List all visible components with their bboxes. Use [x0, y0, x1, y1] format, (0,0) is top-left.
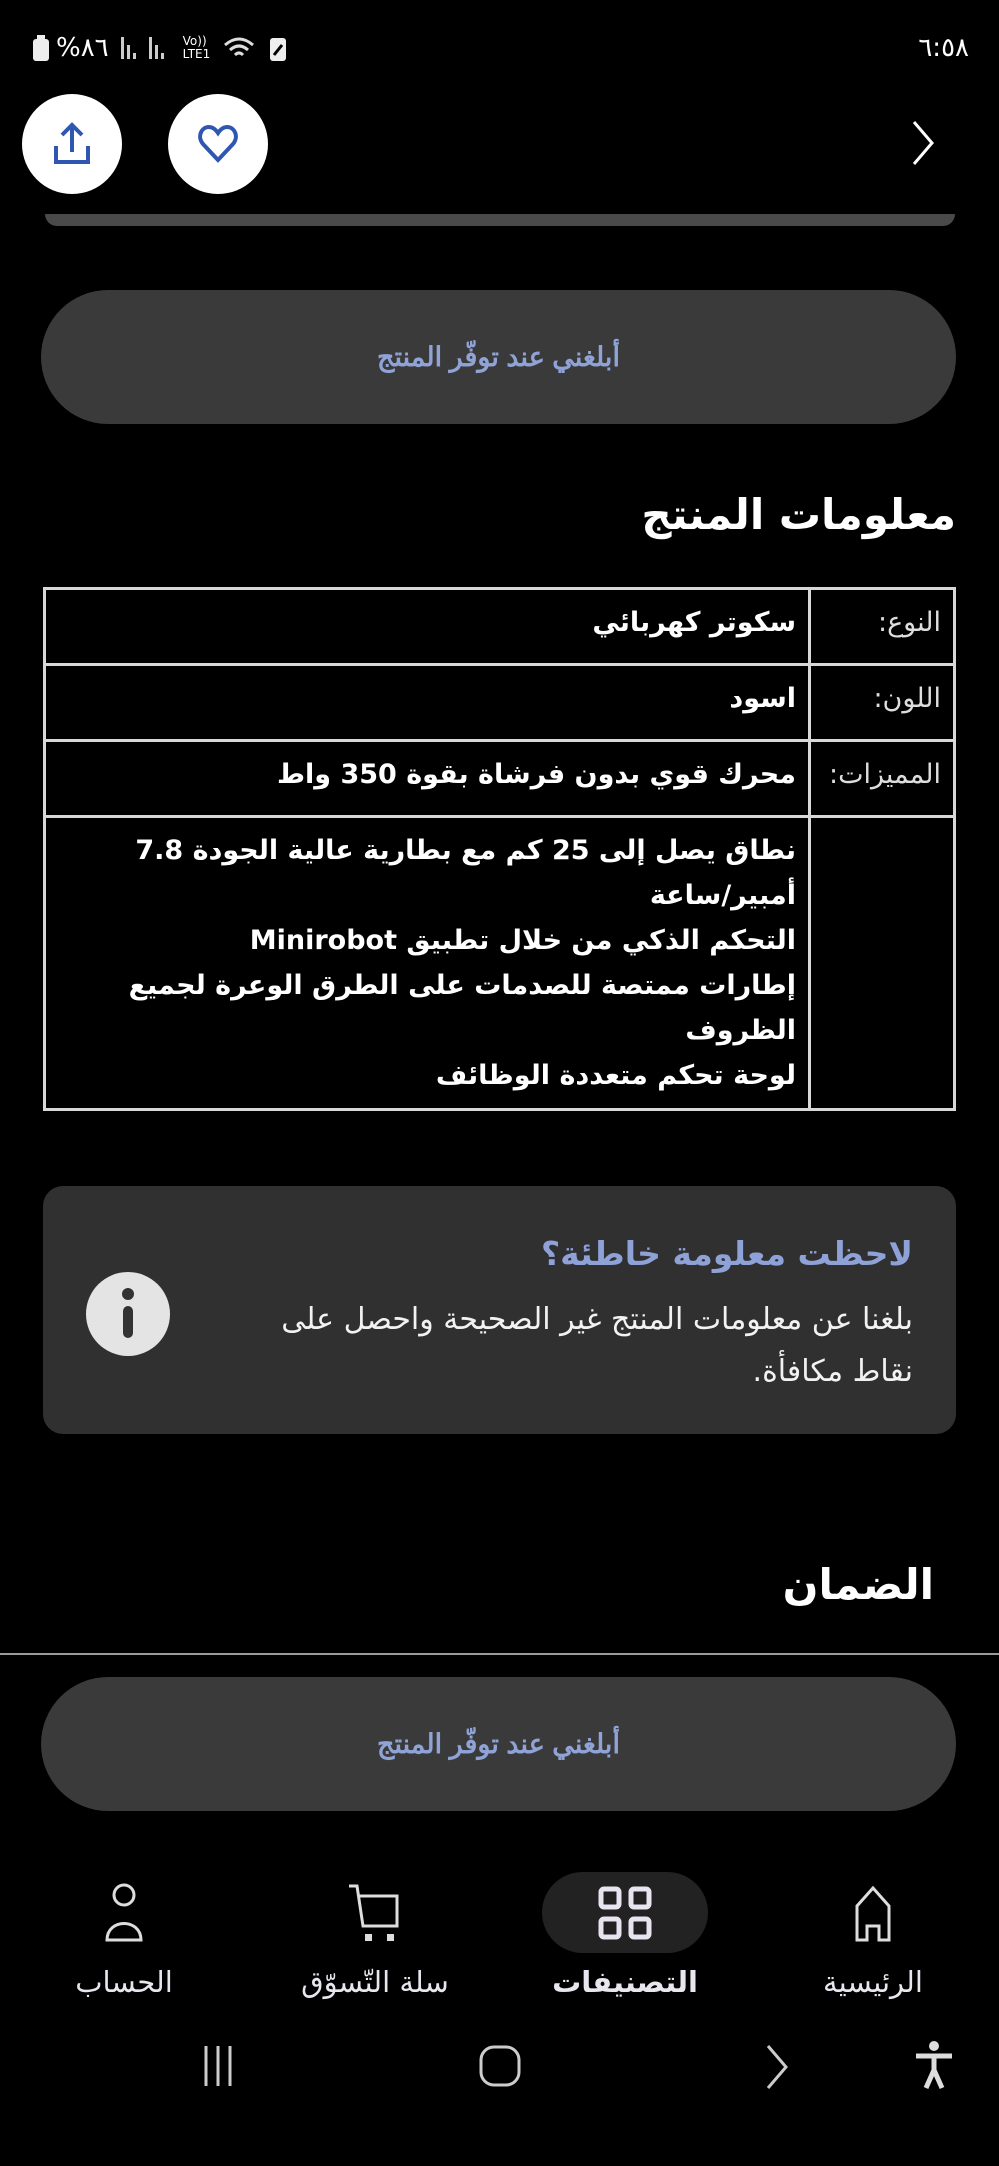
row-value: محرك قوي بدون فرشاة بقوة 350 واط — [45, 741, 810, 817]
report-title: لاحظت معلومة خاطئة؟ — [541, 1234, 913, 1273]
home-icon — [853, 1882, 893, 1944]
back-system-button[interactable] — [764, 2044, 792, 2094]
feature-line: نطاق يصل إلى 25 كم مع بطارية عالية الجودة 7.8 أمبير/ساعة — [135, 835, 796, 911]
favorite-button[interactable] — [168, 94, 268, 194]
heart-icon — [197, 124, 239, 164]
row-label: النوع: — [810, 589, 955, 665]
nav-cart-label: سلة التّسوّق — [301, 1965, 449, 1999]
row-value: اسود — [45, 665, 810, 741]
accessibility-icon — [914, 2040, 954, 2090]
notify-when-available-button-bottom[interactable]: أبلغني عند توفّر المنتج — [41, 1677, 956, 1811]
nav-account[interactable] — [24, 1872, 224, 2002]
nav-categories-label: التصنيفات — [552, 1965, 698, 1999]
back-button[interactable] — [908, 118, 938, 172]
features-list — [45, 817, 810, 1110]
battery-saver-icon — [267, 33, 291, 63]
share-button[interactable] — [22, 94, 122, 194]
row-label: اللون: — [810, 665, 955, 741]
row-value: سكوتر كهربائي — [45, 589, 810, 665]
signal-icon — [119, 33, 179, 63]
table-row — [45, 665, 955, 741]
product-info-table — [43, 587, 956, 1111]
nav-home-label: الرئيسية — [823, 1965, 923, 1999]
product-info-title: معلومات المنتج — [641, 490, 956, 539]
table-row — [45, 817, 955, 1110]
status-icons — [30, 28, 291, 68]
recent-apps-icon — [200, 2044, 236, 2088]
share-icon — [52, 122, 92, 166]
battery-icon — [30, 33, 52, 63]
wifi-icon — [221, 33, 261, 63]
nav-cart[interactable] — [275, 1872, 475, 2002]
row-label: المميزات: — [810, 741, 955, 817]
nav-account-label: الحساب — [75, 1965, 173, 1999]
report-wrong-info-card[interactable] — [43, 1186, 956, 1434]
chevron-right-icon — [908, 118, 938, 168]
table-row — [45, 741, 955, 817]
home-circle-icon — [478, 2044, 522, 2088]
report-body: بلغنا عن معلومات المنتج غير الصحيحة واحصل على نقاط مكافأة. — [281, 1302, 913, 1389]
table-row — [45, 589, 955, 665]
notify-when-available-button[interactable]: أبلغني عند توفّر المنتج — [41, 290, 956, 424]
feature-line: لوحة تحكم متعددة الوظائف — [435, 1060, 796, 1091]
info-icon — [86, 1272, 170, 1356]
recent-apps-button[interactable] — [200, 2044, 236, 2092]
row-label-empty — [810, 817, 955, 1110]
image-carousel-edge — [45, 214, 955, 226]
feature-line: إطارات ممتصة للصدمات على الطرق الوعرة لجميع الظروف — [128, 970, 796, 1046]
network-type: Vo)) LTE1 — [182, 34, 211, 61]
nav-categories[interactable] — [542, 1872, 708, 2002]
nav-home[interactable] — [773, 1872, 973, 2002]
home-system-button[interactable] — [478, 2044, 522, 2092]
feature-line: التحكم الذكي من خلال تطبيق Minirobot — [249, 925, 796, 956]
accessibility-button[interactable] — [914, 2040, 954, 2094]
warranty-title: الضمان — [782, 1560, 934, 1609]
divider — [0, 1653, 999, 1655]
clock: ٦:٥٨ — [918, 33, 969, 63]
back-chevron-icon — [764, 2044, 792, 2090]
user-icon — [104, 1882, 144, 1944]
cart-icon — [347, 1882, 403, 1944]
grid-icon — [597, 1885, 653, 1941]
battery-percent: %٨٦ — [56, 33, 109, 63]
